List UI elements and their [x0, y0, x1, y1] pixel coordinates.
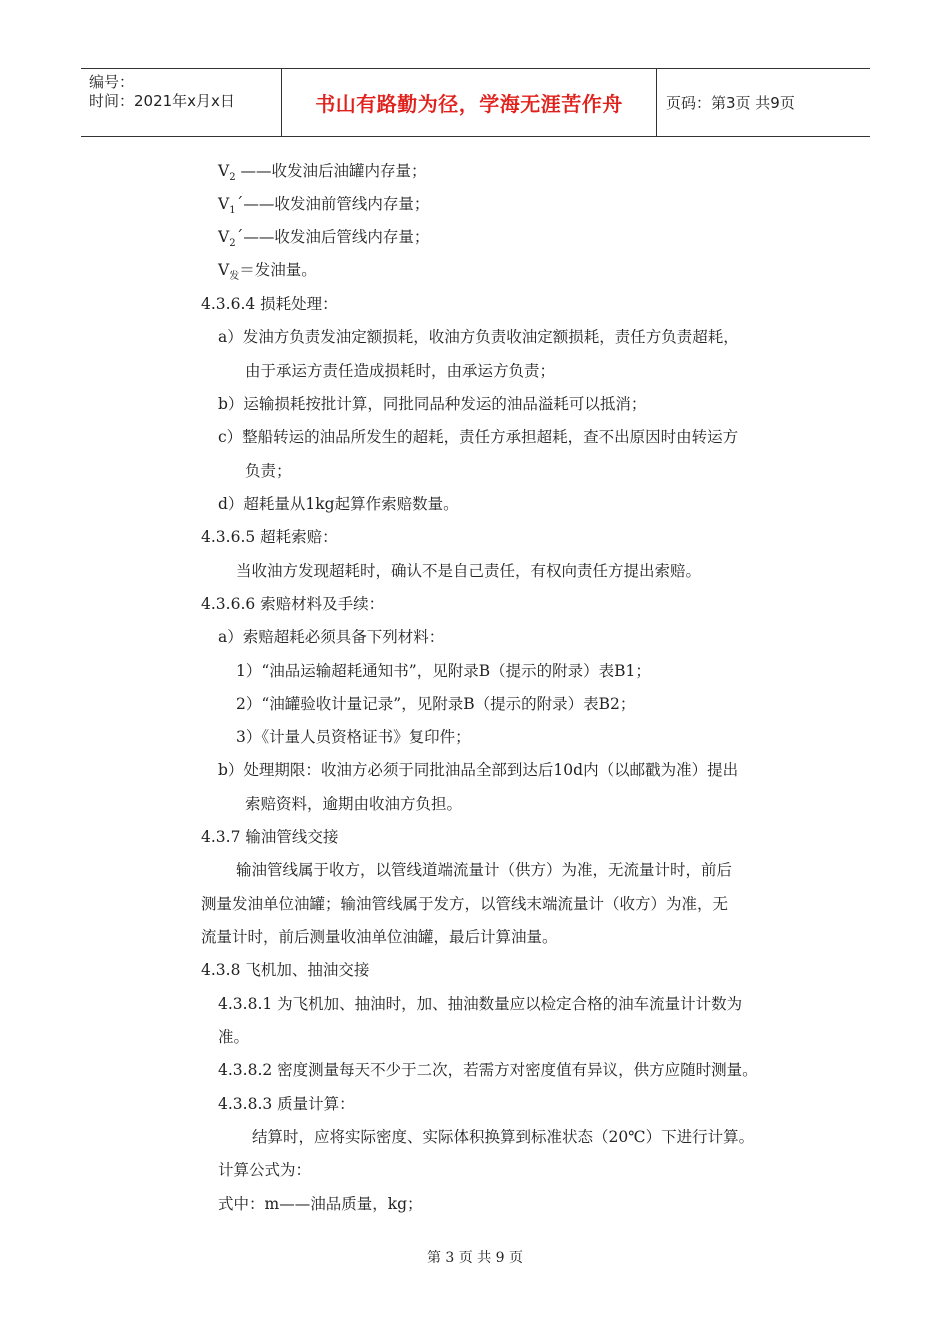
list-item: b）处理期限：收油方必须于同批油品全部到达后10d内（以邮戳为准）提出 — [218, 761, 739, 779]
section-heading: 4.3.8.3 质量计算： — [218, 1095, 355, 1113]
paragraph: 当收油方发现超耗时，确认不是自己责任，有权向责任方提出索赔。 — [236, 562, 702, 580]
paragraph: 结算时，应将实际密度、实际体积换算到标准状态（20℃）下进行计算。 — [252, 1128, 755, 1146]
page-footer: 第 3 页 共 9 页 — [426, 1250, 524, 1266]
header-motto: 书山有路勤为径，学海无涯苦作舟 — [281, 69, 657, 136]
paragraph: 式中：m——油品质量，kg； — [218, 1195, 423, 1213]
header-meta — [81, 69, 281, 136]
list-item: c）整船转运的油品所发生的超耗，责任方承担超耗，查不出原因时由转运方 — [218, 428, 739, 446]
paragraph: 4.3.8.2 密度测量每天不少于二次，若需方对密度值有异议，供方应随时测量。 — [218, 1061, 758, 1079]
paragraph: 测量发油单位油罐；输油管线属于发方，以管线末端流量计（收方）为准，无 — [201, 895, 729, 913]
variable-definition: $V_1´——$收发油前管线内存量； — [218, 195, 430, 217]
code-label: 编号： — [89, 73, 135, 91]
paragraph: 4.3.8.1 为飞机加、抽油时，加、抽油数量应以检定合格的油车流量计计数为 — [218, 995, 743, 1013]
sub-list-item: 3）《计量人员资格证书》复印件； — [236, 728, 471, 746]
header-page-number: 页码：第3页 共9页 — [666, 94, 795, 112]
list-item-continuation: 负责； — [245, 462, 292, 480]
list-item: b）运输损耗按批计算，同批同品种发运的油品溢耗可以抵消； — [218, 395, 647, 413]
list-item: a）索赔超耗必须具备下列材料： — [218, 628, 445, 646]
date-label: 时间：2021年x月x日 — [89, 92, 235, 110]
list-item-continuation: 索赔资料，逾期由收油方负担。 — [245, 795, 463, 813]
paragraph: 流量计时，前后测量收油单位油罐，最后计算油量。 — [201, 928, 558, 946]
section-heading: 4.3.6.4 损耗处理： — [201, 295, 338, 313]
list-item: d）超耗量从1kg起算作索赔数量。 — [218, 495, 459, 513]
variable-definition: $V_发=$发油量。 — [218, 261, 317, 283]
list-item-continuation: 由于承运方责任造成损耗时，由承运方负责； — [245, 362, 556, 380]
variable-definition: $V_2´——$收发油后管线内存量； — [218, 228, 430, 250]
section-heading: 4.3.8 飞机加、抽油交接 — [201, 961, 370, 979]
paragraph: 准。 — [218, 1028, 250, 1046]
paragraph: 计算公式为： — [218, 1161, 312, 1179]
paragraph: 输油管线属于收方，以管线道端流量计（供方）为准，无流量计时，前后 — [236, 861, 733, 879]
section-heading: 4.3.7 输油管线交接 — [201, 828, 339, 846]
page-header — [81, 68, 870, 137]
variable-definition: $V_2$ ——收发油后油罐内存量； — [218, 162, 427, 184]
section-heading: 4.3.6.6 索赔材料及手续： — [201, 595, 385, 613]
sub-list-item: 2）“油罐验收计量记录”，见附录B（提示的附录）表B2； — [236, 695, 636, 713]
sub-list-item: 1）“油品运输超耗通知书”，见附录B（提示的附录）表B1； — [236, 662, 651, 680]
list-item: a）发油方负责发油定额损耗，收油方负责收油定额损耗，责任方负责超耗， — [218, 328, 739, 346]
section-heading: 4.3.6.5 超耗索赔： — [201, 528, 338, 546]
